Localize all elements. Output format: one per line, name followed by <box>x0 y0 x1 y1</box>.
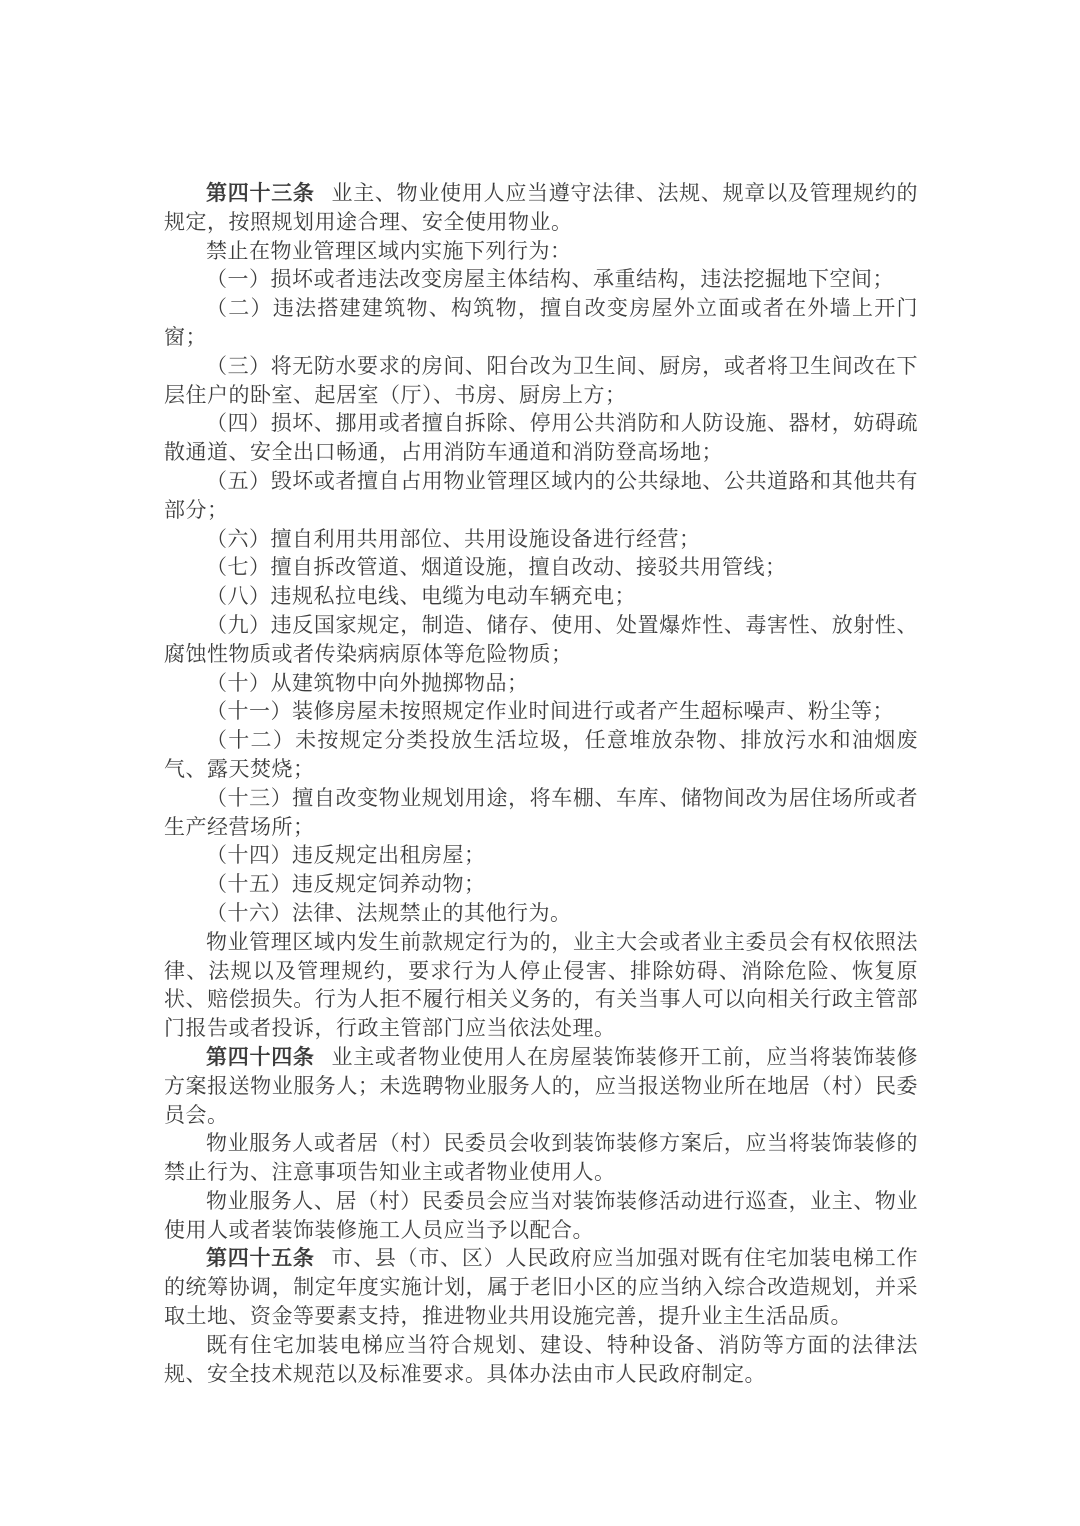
list-item-12 <box>164 726 918 784</box>
paragraph-text: （十六）法律、法规禁止的其他行为。 <box>206 900 572 925</box>
paragraph-text: （八）违规私拉电线、电缆为电动车辆充电； <box>206 584 636 609</box>
paragraph <box>164 1129 918 1187</box>
paragraph-text: 既有住宅加装电梯应当符合规划、建设、特种设备、消防等方面的法律法规、安全技术规范以及标准要求。具体办法由市人民政府制定。 <box>164 1332 918 1386</box>
list-item-16 <box>164 899 918 928</box>
list-item-6 <box>164 525 918 554</box>
paragraph-text: 市、县（市、区）人民政府应当加强对既有住宅加装电梯工作的统筹协调，制定年度实施计划，属于老旧小区的应当纳入综合改造规划，并采取土地、资金等要素支持，推进物业共用设施完善，提升业主生活品质。 <box>164 1246 919 1329</box>
paragraph-text: 业主或者物业使用人在房屋装饰装修开工前，应当将装饰装修方案报送物业服务人；未选聘物业服务人的，应当报送物业所在地居（村）民委员会。 <box>164 1044 919 1127</box>
paragraph-text: （六）擅自利用共用部位、共用设施设备进行经营； <box>206 526 701 551</box>
paragraph-text: （五）毁坏或者擅自占用物业管理区域内的公共绿地、公共道路和其他共有部分； <box>164 468 918 522</box>
paragraph <box>164 237 918 266</box>
paragraph-text: 业主、物业使用人应当遵守法律、法规、规章以及管理规约的规定，按照规划用途合理、安全使用物业。 <box>164 181 919 234</box>
list-item-14 <box>164 841 918 870</box>
paragraph <box>164 1331 918 1389</box>
paragraph-article-44 <box>164 1043 918 1129</box>
paragraph-text: （一）损坏或者违法改变房屋主体结构、承重结构，违法挖掘地下空间； <box>206 267 894 292</box>
paragraph-text: （十四）违反规定出租房屋； <box>206 843 486 868</box>
paragraph-text: （二）违法搭建建筑物、构筑物，擅自改变房屋外立面或者在外墙上开门窗； <box>164 296 918 349</box>
article-number-43: 第四十三条 <box>206 181 315 205</box>
list-item-5 <box>164 467 918 525</box>
paragraph-text: （四）损坏、挪用或者擅自拆除、停用公共消防和人防设施、器材，妨碍疏散通道、安全出口畅通，占用消防车通道和消防登高场地； <box>164 411 918 465</box>
paragraph-article-45 <box>164 1244 918 1330</box>
paragraph-text: （九）违反国家规定，制造、储存、使用、处置爆炸性、毒害性、放射性、腐蚀性物质或者传染病病原体等危险物质； <box>164 612 918 666</box>
list-item-9 <box>164 611 918 669</box>
paragraph-text: （三）将无防水要求的房间、阳台改为卫生间、厨房，或者将卫生间改在下层住户的卧室、起居室（厅）、书房、厨房上方； <box>164 353 918 407</box>
paragraph-text: （七）擅自拆改管道、烟道设施，擅自改动、接驳共用管线； <box>206 555 787 580</box>
list-item-8 <box>164 582 918 611</box>
article-number-45: 第四十五条 <box>206 1246 315 1271</box>
list-item-3 <box>164 352 918 410</box>
paragraph-article-43 <box>164 179 918 237</box>
paragraph-text: （十二）未按规定分类投放生活垃圾，任意堆放杂物、排放污水和油烟废气、露天焚烧； <box>164 728 918 781</box>
list-item-4 <box>164 409 918 467</box>
paragraph <box>164 1187 918 1245</box>
paragraph-text: 物业服务人或者居（村）民委员会收到装饰装修方案后，应当将装饰装修的禁止行为、注意事项告知业主或者物业使用人。 <box>164 1131 918 1185</box>
paragraph-text: （十五）违反规定饲养动物； <box>206 872 486 897</box>
paragraph-text: 物业管理区域内发生前款规定行为的，业主大会或者业主委员会有权依照法律、法规以及管理规约，要求行为人停止侵害、排除妨碍、消除危险、恢复原状、赔偿损失。行为人拒不履行相关义务的，有关当事人可以向相关行政主管部门报告或者投诉，行政主管部门应当依法处理。 <box>164 929 918 1041</box>
list-item-2 <box>164 294 918 352</box>
list-item-15 <box>164 870 918 899</box>
article-number-44: 第四十四条 <box>206 1044 315 1069</box>
list-item-13 <box>164 784 918 842</box>
list-item-1 <box>164 265 918 294</box>
list-item-7 <box>164 553 918 582</box>
paragraph-text: 物业服务人、居（村）民委员会应当对装饰装修活动进行巡查，业主、物业使用人或者装饰装修施工人员应当予以配合。 <box>164 1188 918 1242</box>
paragraph-text: （十三）擅自改变物业规划用途，将车棚、车库、储物间改为居住场所或者生产经营场所； <box>164 785 918 839</box>
list-item-11 <box>164 697 918 726</box>
document-text-block <box>164 179 918 1388</box>
paragraph-text: （十一）装修房屋未按照规定作业时间进行或者产生超标噪声、粉尘等； <box>206 699 894 724</box>
paragraph <box>164 928 918 1043</box>
paragraph-text: （十）从建筑物中向外抛掷物品； <box>206 670 529 695</box>
list-item-10 <box>164 669 918 698</box>
paragraph-text: 禁止在物业管理区域内实施下列行为： <box>206 238 572 263</box>
